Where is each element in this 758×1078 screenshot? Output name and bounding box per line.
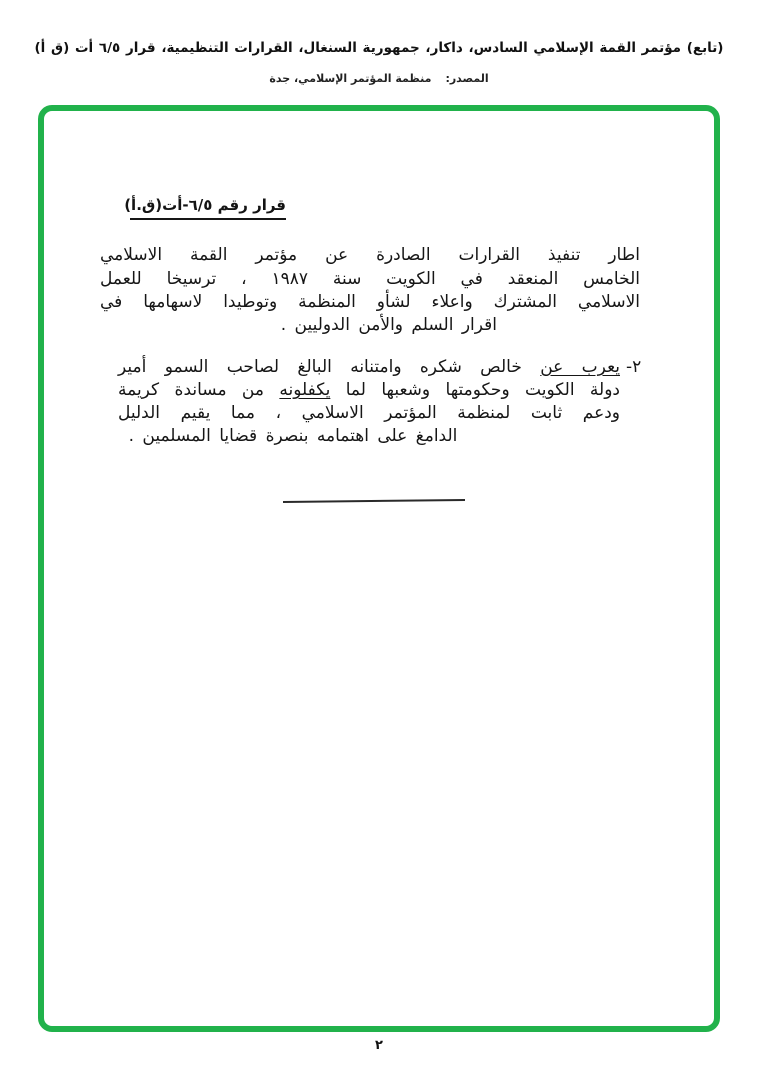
underlined-phrase: يعرب عن [540,357,620,377]
paragraph1-line1: اطار تنفيذ القرارات الصادرة عن مؤتمر القمة الاسلامي [100,245,640,265]
page-number: ٢ [375,1038,383,1053]
paragraph1-line3: الاسلامي المشترك واعلاء لشأو المنظمة وتوطيدا لاسهامها في [100,292,640,312]
item2-line1-rest: خالص شكره وامتنانه البالغ لصاحب السمو أمير [118,357,541,377]
item2-marker: ٢- [626,357,642,377]
item2-line1 [118,357,620,378]
resolution-title: قرار رقم ٦/٥-أت(ق.أ) [130,196,286,220]
underlined-phrase: يكفلونه [279,380,331,400]
item2-line3: ودعم ثابت لمنظمة المؤتمر الاسلامي ، مما يقيم الدليل [118,403,620,423]
item2-line2-pre: دولة الكويت وحكومتها وشعبها لما [330,380,620,400]
page-header-line: (تابع) مؤتمر القمة الإسلامي السادس، داكار، جمهورية السنغال، القرارات التنظيمية، قرار ٦/٥ أت (ق أ) [34,40,724,56]
item2-line4: الدامغ على اهتمامه بنصرة قضايا المسلمين . [128,426,458,446]
item2-line2-post: من مساندة كريمة [118,380,280,400]
paragraph1-line2: الخامس المنعقد في الكويت سنة ١٩٨٧ ، ترسيخا للعمل [100,269,640,289]
source-line [0,72,758,85]
item2-line2 [118,380,620,401]
source-label: المصدر: [445,72,489,85]
source-value: منظمة المؤتمر الإسلامي، جدة [269,72,432,85]
paragraph1-line4: اقرار السلم والأمن الدوليين . [280,315,497,335]
